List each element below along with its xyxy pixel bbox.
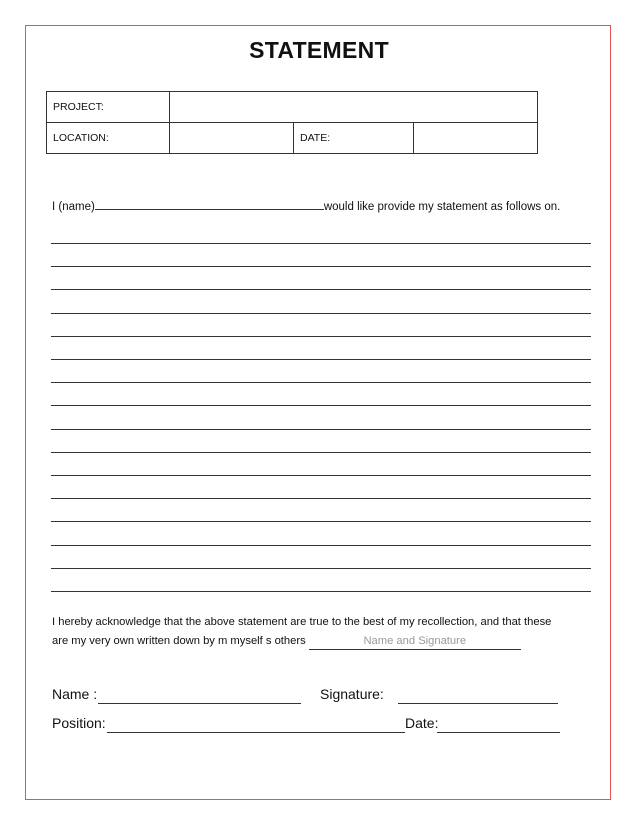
- statement-writing-line[interactable]: [51, 313, 591, 314]
- statement-writing-line[interactable]: [51, 545, 591, 546]
- date-footer-label: Date:: [405, 715, 439, 731]
- ack-line-2: [52, 632, 592, 651]
- statement-writing-line[interactable]: [51, 382, 591, 383]
- location-row: [47, 123, 538, 154]
- ack-line-1: I hereby acknowledge that the above statement are true to the best of my recollection, and that these: [52, 616, 552, 628]
- statement-writing-line[interactable]: [51, 289, 591, 290]
- statement-writing-line[interactable]: [51, 266, 591, 267]
- project-label: PROJECT:: [47, 92, 170, 123]
- statement-suffix: would like provide my statement as follows on.: [323, 201, 561, 213]
- position-field[interactable]: [107, 732, 405, 733]
- ack-signature-blank[interactable]: Name and Signature: [309, 634, 521, 650]
- acknowledgement: [52, 613, 592, 651]
- statement-writing-line[interactable]: [51, 498, 591, 499]
- location-label: LOCATION:: [47, 123, 170, 154]
- statement-writing-line[interactable]: [51, 521, 591, 522]
- name-label: Name :: [52, 686, 98, 702]
- statement-writing-line[interactable]: [51, 359, 591, 360]
- date-footer-field[interactable]: [437, 732, 560, 733]
- info-table: [46, 91, 538, 154]
- statement-writing-line[interactable]: [51, 568, 591, 569]
- statement-writing-line[interactable]: [51, 475, 591, 476]
- ack-line-2-text: are my very own written down by m myself s others: [52, 635, 306, 647]
- statement-prefix: I (name): [52, 201, 95, 213]
- statement-intro: [52, 197, 592, 213]
- date-field[interactable]: [414, 123, 538, 154]
- location-field[interactable]: [170, 123, 294, 154]
- statement-writing-line[interactable]: [51, 243, 591, 244]
- page-title: STATEMENT: [249, 37, 389, 63]
- statement-writing-line[interactable]: [51, 452, 591, 453]
- project-field[interactable]: [170, 92, 538, 123]
- position-label: Position:: [52, 715, 106, 731]
- signature-field[interactable]: [398, 703, 558, 704]
- signature-label: Signature:: [320, 686, 384, 702]
- statement-writing-line[interactable]: [51, 429, 591, 430]
- name-field[interactable]: [98, 703, 301, 704]
- date-label: DATE:: [294, 123, 414, 154]
- statement-writing-line[interactable]: [51, 405, 591, 406]
- project-row: [47, 92, 538, 123]
- statement-writing-line[interactable]: [51, 591, 591, 592]
- name-blank[interactable]: [95, 197, 324, 210]
- statement-writing-line[interactable]: [51, 336, 591, 337]
